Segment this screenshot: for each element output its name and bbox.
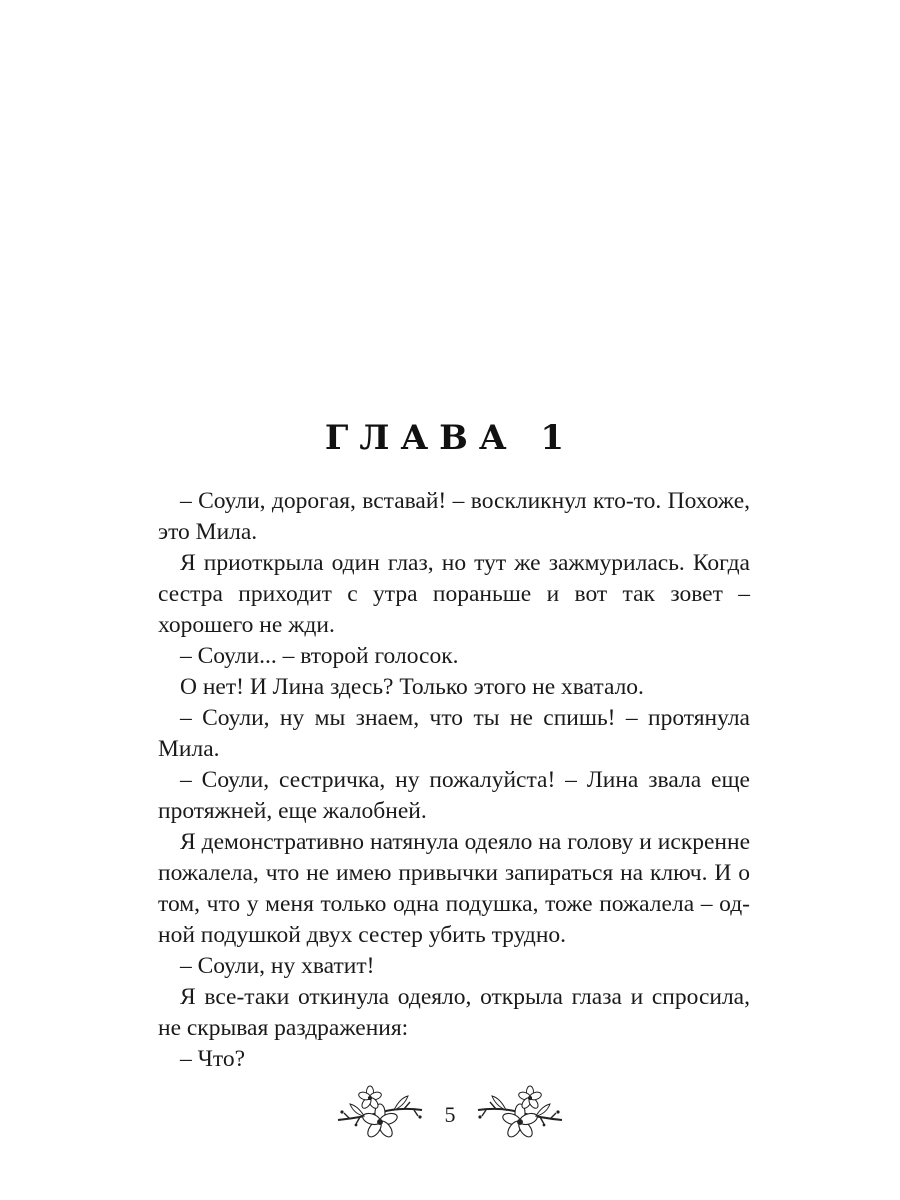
paragraph: Я демонстративно натянула одеяло на голову и искренне пожалела, что не имею привычки запираться на ключ. И о том, что у меня только одна подушка, тоже пожалела – одной подушкой двух сестер убить трудно. bbox=[158, 829, 750, 948]
paragraph: – Соули, ну мы знаем, что ты не спишь! – протянула Мила. bbox=[158, 705, 750, 762]
paragraph: – Соули... – второй голосок. bbox=[180, 643, 459, 669]
page-number: 5 bbox=[444, 1102, 456, 1127]
paragraph: – Соули, ну хватит! bbox=[180, 953, 375, 979]
chapter-title: ГЛАВА 1 bbox=[324, 418, 576, 458]
paragraph: Я приоткрыла один глаз, но тут же зажмурилась. Когда сестра приходит с утра пораньше и вот так зовет – хорошего не жди. bbox=[158, 550, 750, 638]
paragraph: – Соули, дорогая, вставай! – воскликнул кто-то. Похоже, это Мила. bbox=[158, 488, 750, 545]
blossom-branch-icon bbox=[330, 1080, 430, 1150]
blossom-branch-icon bbox=[470, 1080, 570, 1150]
page-footer bbox=[0, 1080, 900, 1150]
paragraph: – Что? bbox=[180, 1046, 246, 1072]
paragraph: – Соули, сестричка, ну пожалуйста! – Лина звала еще протяжней, еще жалобней. bbox=[158, 767, 750, 824]
paragraph: Я все-таки откинула одеяло, открыла глаза и спросила, не скрывая раздражения: bbox=[158, 984, 750, 1041]
chapter-text bbox=[158, 486, 750, 1075]
paragraph: О нет! И Лина здесь? Только этого не хватало. bbox=[180, 674, 644, 700]
